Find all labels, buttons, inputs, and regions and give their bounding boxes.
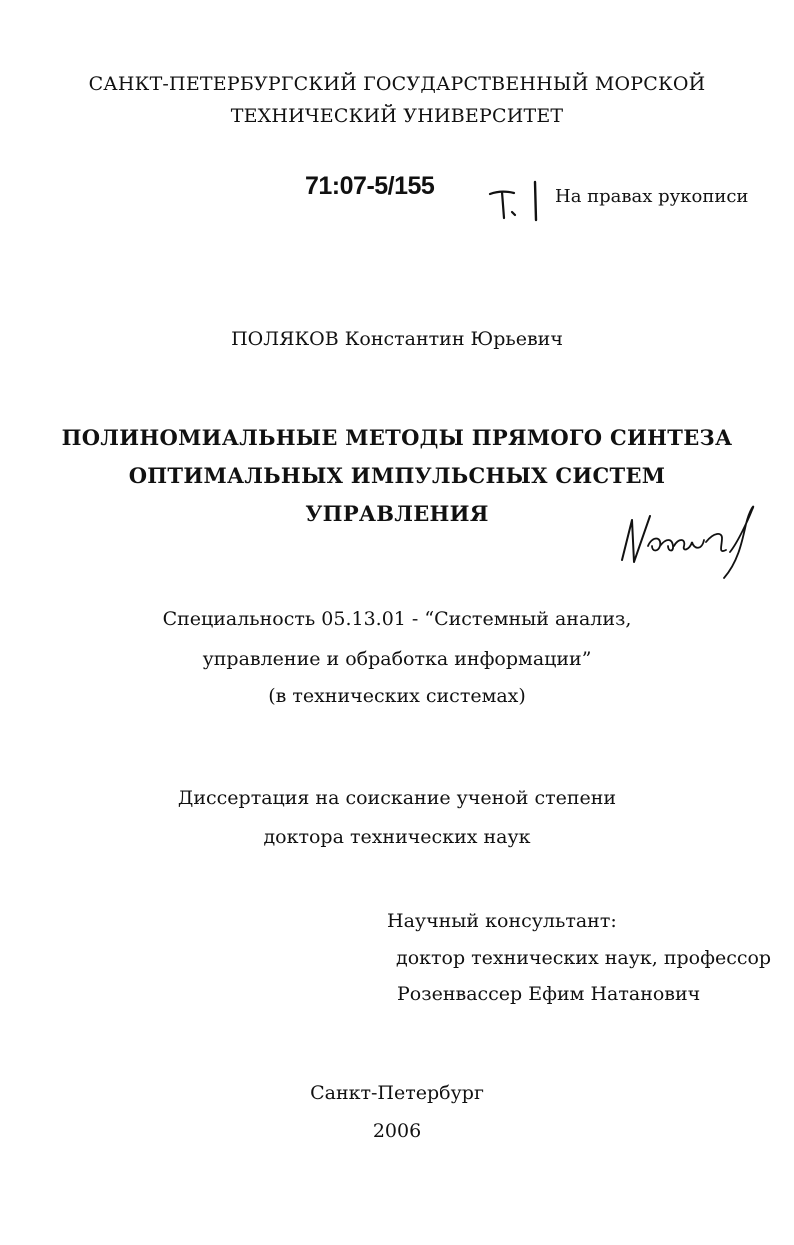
degree-line1: Диссертация на соискание ученой степени: [177, 787, 617, 809]
university-name-line1: САНКТ-ПЕТЕРБУРГСКИЙ ГОСУДАРСТВЕННЫЙ МОРСКОЙ: [88, 73, 706, 95]
consultant-position: доктор технических наук, профессор: [396, 947, 772, 969]
handwritten-volume-mark: [484, 178, 544, 224]
consultant-name: Розенвассер Ефим Натанович: [397, 983, 701, 1005]
year: 2006: [372, 1120, 422, 1142]
author-name: ПОЛЯКОВ Константин Юрьевич: [231, 328, 563, 350]
consultant-label: Научный консультант:: [387, 910, 617, 932]
rights-note: На правах рукописи: [555, 186, 749, 207]
library-code-stamp: 71:07-5/155: [305, 172, 435, 200]
thesis-title-line3: УПРАВЛЕНИЯ: [305, 501, 489, 526]
thesis-title-line2: ОПТИМАЛЬНЫХ ИМПУЛЬСНЫХ СИСТЕМ: [128, 463, 666, 488]
university-name-line2: ТЕХНИЧЕСКИЙ УНИВЕРСИТЕТ: [230, 105, 564, 127]
specialty-line2: управление и обработка информации”: [202, 648, 592, 670]
thesis-title-line1: ПОЛИНОМИАЛЬНЫЕ МЕТОДЫ ПРЯМОГО СИНТЕЗА: [61, 425, 733, 450]
handwritten-signature: [618, 502, 763, 582]
degree-line2: доктора технических наук: [263, 826, 531, 848]
specialty-line3: (в технических системах): [268, 685, 526, 707]
specialty-line1: Специальность 05.13.01 - “Системный анализ,: [162, 608, 632, 630]
city: Санкт-Петербург: [310, 1082, 484, 1104]
